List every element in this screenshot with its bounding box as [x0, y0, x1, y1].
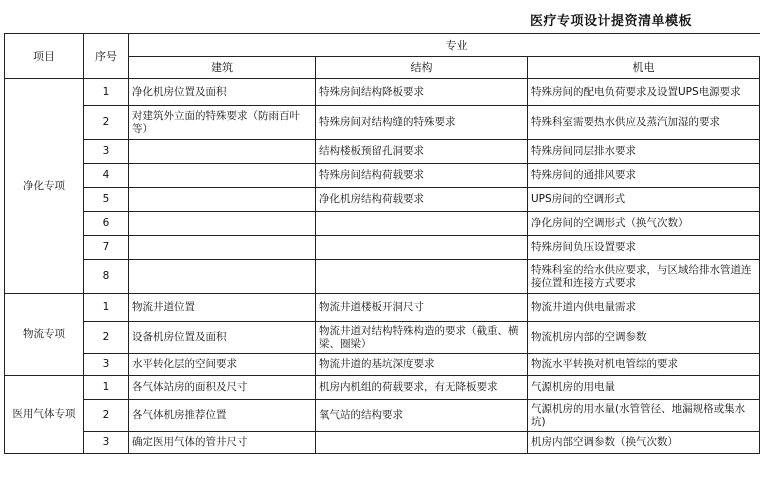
- header-item: 项目: [5, 34, 84, 79]
- row-structure: 特殊房间结构降板要求: [316, 79, 528, 106]
- row-structure: [316, 260, 528, 294]
- row-mep: 气源机房的用水量(水管管径、地漏规格或集水坑): [528, 400, 760, 432]
- row-seq: 6: [84, 212, 129, 236]
- document-title: 医疗专项设计提资清单模板: [529, 14, 692, 29]
- row-mep: UPS房间的空调形式: [528, 188, 760, 212]
- row-structure: [316, 212, 528, 236]
- row-structure: 氧气站的结构要求: [316, 400, 528, 432]
- row-mep: 特殊房间同层排水要求: [528, 140, 760, 164]
- row-seq: 1: [84, 376, 129, 400]
- header-architecture: 建筑: [129, 57, 316, 79]
- row-seq: 2: [84, 106, 129, 140]
- row-seq: 7: [84, 236, 129, 260]
- row-architecture: 设备机房位置及面积: [129, 322, 316, 354]
- group-name: 物流专项: [5, 294, 84, 376]
- table-row: [5, 354, 760, 376]
- row-mep: 特殊房间的配电负荷要求及设置UPS电源要求: [528, 79, 760, 106]
- row-architecture: [129, 260, 316, 294]
- row-mep: 物流井道内供电量需求: [528, 294, 760, 322]
- row-architecture: 净化机房位置及面积: [129, 79, 316, 106]
- row-structure: 特殊房间对结构缝的特殊要求: [316, 106, 528, 140]
- header-row-1: [5, 34, 760, 57]
- row-mep: 净化房间的空调形式（换气次数）: [528, 212, 760, 236]
- row-mep: 特殊科室需要热水供应及蒸汽加湿的要求: [528, 106, 760, 140]
- row-architecture: 各气体机房推荐位置: [129, 400, 316, 432]
- table-row: [5, 106, 760, 140]
- table-row: [5, 212, 760, 236]
- header-mep: 机电: [528, 57, 760, 79]
- row-seq: 3: [84, 432, 129, 454]
- header-structure: 结构: [316, 57, 528, 79]
- header-major: 专业: [129, 34, 760, 57]
- row-seq: 2: [84, 400, 129, 432]
- row-structure: 净化机房结构荷载要求: [316, 188, 528, 212]
- row-mep: 特殊科室的给水供应要求，与区域给排水管道连接位置和连接方式要求: [528, 260, 760, 294]
- row-architecture: [129, 188, 316, 212]
- row-structure: 物流井道楼板开洞尺寸: [316, 294, 528, 322]
- row-mep: 特殊房间负压设置要求: [528, 236, 760, 260]
- table-row: [5, 236, 760, 260]
- row-seq: 3: [84, 354, 129, 376]
- row-structure: 特殊房间结构荷载要求: [316, 164, 528, 188]
- group-name: 净化专项: [5, 79, 84, 294]
- row-structure: [316, 432, 528, 454]
- row-seq: 1: [84, 294, 129, 322]
- row-architecture: [129, 236, 316, 260]
- row-mep: 特殊房间的通排风要求: [528, 164, 760, 188]
- table-row: [5, 188, 760, 212]
- row-seq: 2: [84, 322, 129, 354]
- table-row: [5, 260, 760, 294]
- row-architecture: 物流井道位置: [129, 294, 316, 322]
- row-seq: 3: [84, 140, 129, 164]
- row-architecture: 各气体站房的面积及尺寸: [129, 376, 316, 400]
- table-row: [5, 322, 760, 354]
- row-mep: 物流机房内部的空调参数: [528, 322, 760, 354]
- row-mep: 机房内部空调参数（换气次数）: [528, 432, 760, 454]
- table-row: [5, 79, 760, 106]
- table-row: [5, 294, 760, 322]
- row-mep: 物流水平转换对机电管综的要求: [528, 354, 760, 376]
- row-structure: 物流井道对结构特殊构造的要求（截重、横梁、圈梁）: [316, 322, 528, 354]
- row-structure: [316, 236, 528, 260]
- table-row: [5, 376, 760, 400]
- table-row: [5, 164, 760, 188]
- row-seq: 5: [84, 188, 129, 212]
- row-seq: 8: [84, 260, 129, 294]
- row-seq: 4: [84, 164, 129, 188]
- row-architecture: [129, 164, 316, 188]
- row-mep: 气源机房的用电量: [528, 376, 760, 400]
- row-architecture: 对建筑外立面的特殊要求（防雨百叶等）: [129, 106, 316, 140]
- row-structure: 机房内机组的荷载要求，有无降板要求: [316, 376, 528, 400]
- row-architecture: [129, 212, 316, 236]
- table-row: [5, 432, 760, 454]
- row-architecture: 水平转化层的空间要求: [129, 354, 316, 376]
- table-row: [5, 140, 760, 164]
- row-structure: 物流井道的基坑深度要求: [316, 354, 528, 376]
- group-name: 医用气体专项: [5, 376, 84, 454]
- header-seq: 序号: [84, 34, 129, 79]
- row-seq: 1: [84, 79, 129, 106]
- row-architecture: 确定医用气体的管井尺寸: [129, 432, 316, 454]
- requirements-table: [4, 33, 760, 454]
- table-row: [5, 400, 760, 432]
- row-structure: 结构楼板预留孔洞要求: [316, 140, 528, 164]
- row-architecture: [129, 140, 316, 164]
